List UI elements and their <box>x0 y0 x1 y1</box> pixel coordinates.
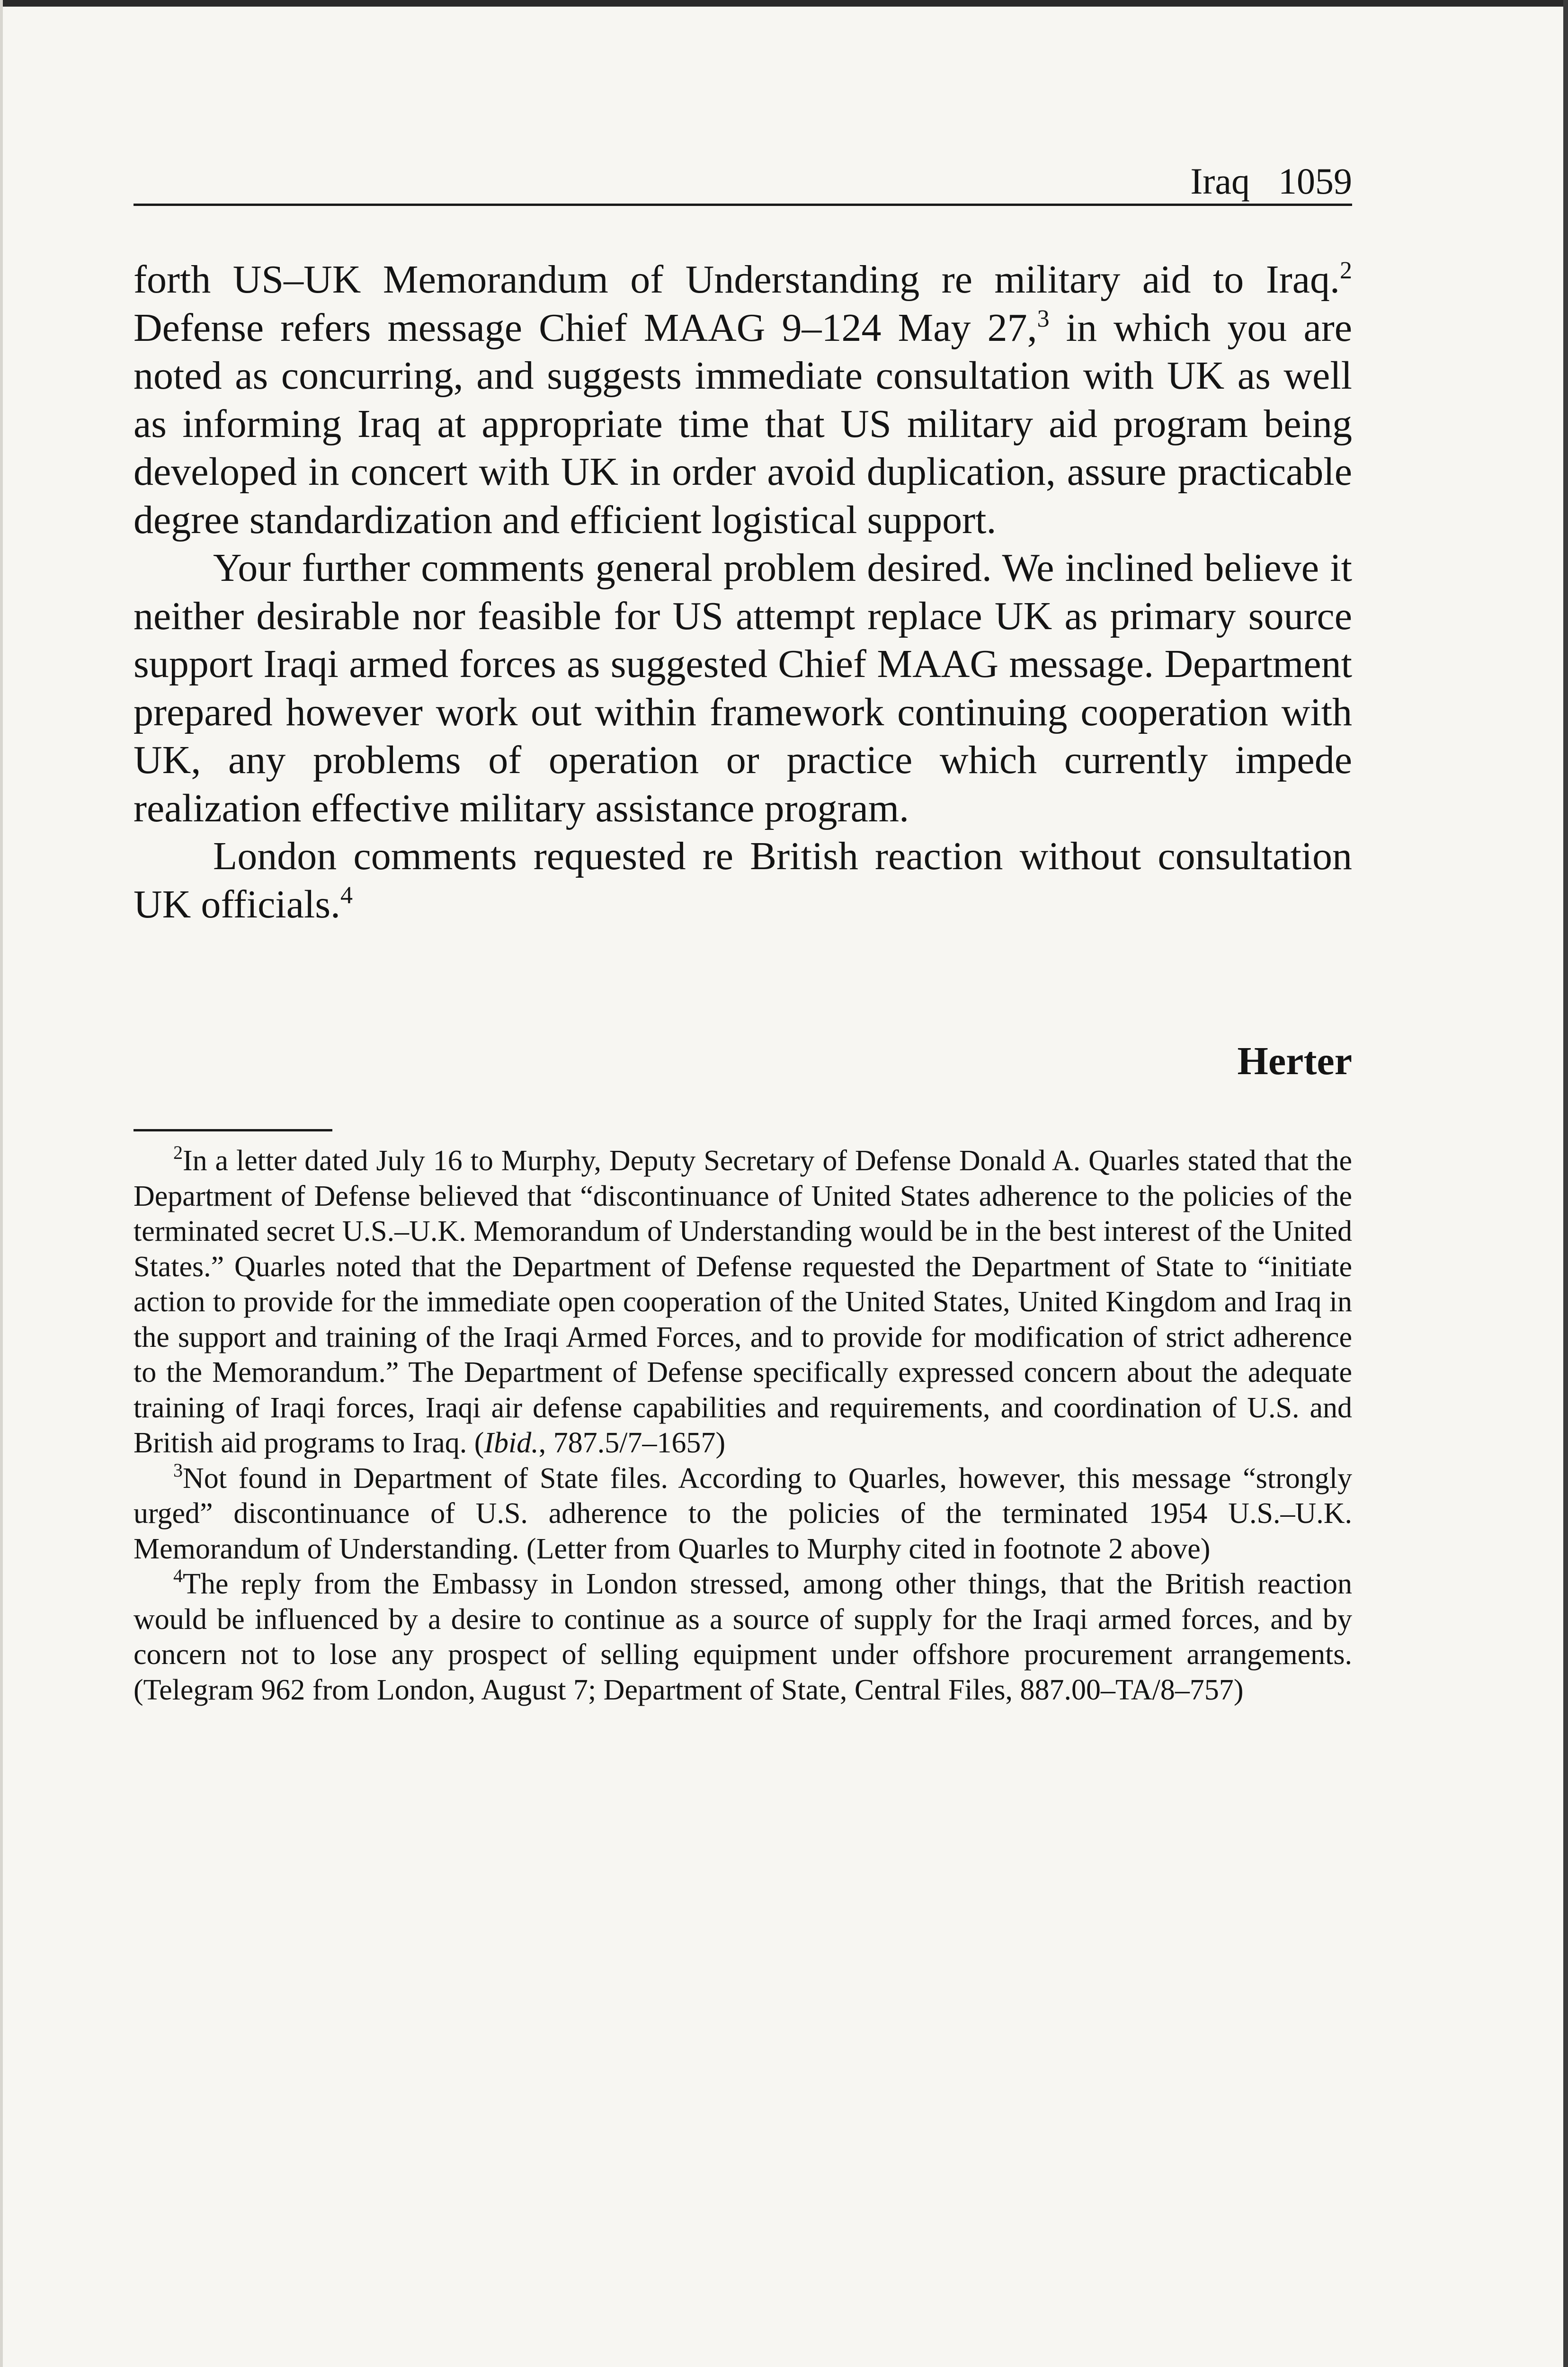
footnote-ref-3: 3 <box>1037 305 1050 332</box>
running-head-section: Iraq <box>1190 160 1250 202</box>
body-paragraph-2: Your further comments general problem desired. We inclined believe it neither desirable nor feasible for US attempt replace UK as primary source support Iraqi armed forces as suggested Chief MAAG message. Department prepared however work out within framework continuing cooperation with UK, any problems of operation or practice which currently impede realization effective military assistance program. <box>134 546 1352 830</box>
footnote-2-mark: 2 <box>173 1142 183 1163</box>
page-number: 1059 <box>1278 160 1352 202</box>
body-paragraph-1-text-b: Defense refers message Chief MAAG 9–124 May 27, <box>134 305 1037 350</box>
footnote-ref-4: 4 <box>340 881 353 909</box>
footnote-4-mark: 4 <box>173 1565 183 1586</box>
body-paragraph-1-text-a: forth US–UK Memorandum of Understanding re military aid to Iraq. <box>134 258 1340 302</box>
footnotes <box>134 1143 1352 1708</box>
body-paragraph-3 <box>134 832 1352 928</box>
body-paragraph-3-text: London comments requested re British reaction without consultation UK officials. <box>134 834 1352 926</box>
footnote-3-text: Not found in Department of State files. According to Quarles, however, this message “strongly urged” discontinuance of U.S. adherence to the policies of the terminated 1954 U.S.–U.K. Memorandum of Understanding. (Letter from Quarles to Murphy cited in footnote 2 above) <box>134 1462 1352 1565</box>
scan-left-edge <box>0 0 3 2367</box>
scan-right-edge <box>1563 0 1568 2367</box>
running-head <box>134 156 1352 206</box>
footnote-2-ibid: Ibid. <box>484 1427 539 1459</box>
footnote-rule <box>134 1129 332 1131</box>
footnote-3 <box>134 1461 1352 1567</box>
telegram-body <box>134 256 1352 928</box>
footnote-ref-2: 2 <box>1340 257 1352 284</box>
body-paragraph-1-text-c: in which you are noted as concurring, and suggests immediate consultation with UK as well as informing Iraq at appropriate time that US military aid program being developed in concert with UK in order avoid duplication, assure practicable degree standardization and efficient logistical support. <box>134 305 1352 542</box>
body-paragraph-1 <box>134 256 1352 544</box>
signature: Herter <box>1237 1039 1352 1083</box>
footnote-3-mark: 3 <box>173 1459 183 1481</box>
footnote-2-text-a: In a letter dated July 16 to Murphy, Deputy Secretary of Defense Donald A. Quarles stated that the Department of Defense believed that “discontinuance of United States adherence to the policies of the terminated secret U.S.–U.K. Memorandum of Understanding would be in the best interest of the United States.” Quarles noted that the Department of Defense requested the Department of State to “initiate action to provide for the immediate open cooperation of the United States, United Kingdom and Iraq in the support and training of the Iraqi Armed Forces, and to provide for modification of strict adherence to the Memorandum.” The Department of Defense specifically expressed concern about the adequate training of Iraqi forces, Iraqi air defense capabilities and requirements, and coordination of U.S. and British aid programs to Iraq. ( <box>134 1145 1352 1459</box>
footnote-2-text-b: , 787.5/7–1657) <box>538 1427 726 1459</box>
footnote-2 <box>134 1143 1352 1461</box>
footnote-4 <box>134 1566 1352 1708</box>
footnote-4-text: The reply from the Embassy in London stressed, among other things, that the British reaction would be influenced by a desire to continue as a source of supply for the Iraqi armed forces, and by concern not to lose any prospect of selling equipment under offshore procurement arrangements. (Telegram 962 from London, August 7; Department of State, Central Files, 887.00–TA/8–757) <box>134 1568 1352 1706</box>
scan-top-edge <box>0 0 1568 7</box>
